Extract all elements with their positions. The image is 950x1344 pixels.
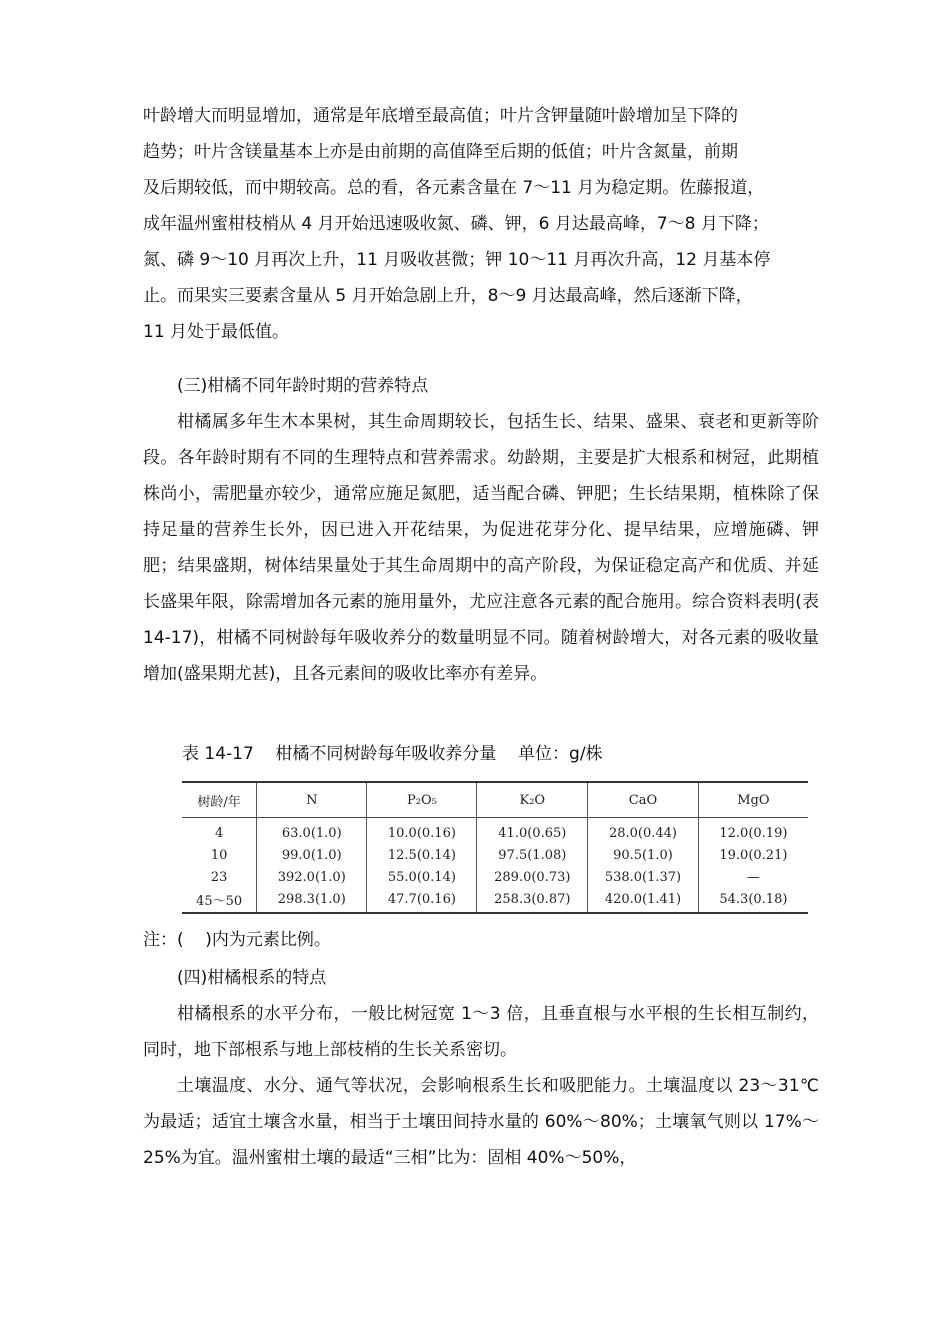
table-cell: 99.0(1.0) (257, 844, 367, 866)
table-cell: 289.0(0.73) (477, 866, 588, 888)
text-line: 叶龄增大而明显增加，通常是年底增至最高值；叶片含钾量随叶龄增加呈下降的 (143, 106, 738, 126)
paragraph-leaf-nutrient-dynamics (143, 98, 819, 350)
table-row (182, 818, 808, 845)
header-mgo: MgO (698, 782, 808, 818)
table-cell: 54.3(0.18) (698, 888, 808, 913)
table-caption: 表 14-17 柑橘不同树龄每年吸收养分量 单位：g/株 (182, 744, 603, 764)
table-row (182, 866, 808, 888)
header-tree-age: 树龄/年 (182, 782, 257, 818)
table-cell: 23 (210, 869, 228, 885)
table-cell: 4 (214, 825, 224, 841)
table-cell: 45～50 (182, 888, 257, 913)
table-cell: 19.0(0.21) (698, 844, 808, 866)
text-line: 11 月处于最低值。 (143, 322, 290, 342)
table-header-row (182, 782, 808, 818)
table-cell: 28.0(0.44) (588, 818, 699, 845)
table-row (182, 888, 808, 913)
table-note: 注：( )内为元素比例。 (143, 930, 331, 950)
header-k2o: K₂O (477, 782, 588, 818)
text-line: 成年温州蜜柑枝梢从 4 月开始迅速吸收氮、磷、钾，6 月达最高峰，7～8 月下降； (143, 214, 769, 234)
paragraph-text: 柑橘属多年生木本果树，其生命周期较长，包括生长、结果、盛果、衰老和更新等阶段。各年龄时期有不同的生理特点和营养需求。幼龄期，主要是扩大根系和树冠，此期植株尚小，需肥量亦较少，通常应施足氮肥，适当配合磷、钾肥；生长结果期，植株除了保持足量的营养生长外，因已进入开花结果，为促进花芽分化、提早结果，应增施磷、钾肥；结果盛期，树体结果量处于其生命周期中的高产阶段，为保证稳定高产和优质、并延长盛果年限，除需增加各元素的施用量外，尤应注意各元素的配合施用。综合资料表明(表 14-17)，柑橘不同树龄每年吸收养分的数量明显不同。随着树龄增大，对各元素的吸收量增加(盛果期尤甚)，且各元素间的吸收比率亦有差异。 (143, 412, 819, 684)
table-cell: 538.0(1.37) (588, 866, 699, 888)
table-cell: 12.0(0.19) (698, 818, 808, 845)
table-cell: — (698, 866, 808, 888)
text-line: 氮、磷 9～10 月再次上升，11 月吸收甚微；钾 10～11 月再次升高，12 月基本停 (143, 250, 771, 270)
paragraph-soil-conditions (143, 1068, 819, 1176)
table-cell: 41.0(0.65) (477, 818, 588, 845)
header-n: N (257, 782, 367, 818)
table-cell: 63.0(1.0) (257, 818, 367, 845)
section-heading-4 (143, 960, 819, 996)
header-p2o5: P₂O₅ (367, 782, 477, 818)
heading-age-nutrition: (三)柑橘不同年龄时期的营养特点 (177, 376, 429, 396)
text-line: 止。而果实三要素含量从 5 月开始急剧上升，8～9 月达最高峰，然后逐渐下降， (143, 286, 753, 306)
paragraph-age-nutrition (143, 404, 819, 692)
table-cell: 90.5(1.0) (588, 844, 699, 866)
table-cell: 258.3(0.87) (477, 888, 588, 913)
table-cell: 47.7(0.16) (367, 888, 477, 913)
table-row (182, 844, 808, 866)
header-cao: CaO (588, 782, 699, 818)
table-cell: 12.5(0.14) (367, 844, 477, 866)
table-cell: 55.0(0.14) (367, 866, 477, 888)
table-cell: 10 (210, 847, 228, 863)
table-cell: 298.3(1.0) (257, 888, 367, 913)
nutrient-uptake-table (182, 781, 808, 914)
paragraph-text: 柑橘根系的水平分布，一般比树冠宽 1～3 倍，且垂直根与水平根的生长相互制约，同时，地下部根系与地上部枝梢的生长关系密切。 (143, 1004, 819, 1060)
heading-root-system: (四)柑橘根系的特点 (177, 968, 327, 988)
paragraph-root-distribution (143, 996, 819, 1068)
text-line: 及后期较低，而中期较高。总的看，各元素含量在 7～11 月为稳定期。佐藤报道， (143, 178, 765, 198)
table-cell: 392.0(1.0) (257, 866, 367, 888)
table-cell: 420.0(1.41) (588, 888, 699, 913)
paragraph-text: 土壤温度、水分、通气等状况，会影响根系生长和吸肥能力。土壤温度以 23～31℃为最适；适宜土壤含水量，相当于土壤田间持水量的 60%～80%；土壤氧气则以 17%～25%为宜。温州蜜柑土壤的最适“三相”比为：固相 40%～50%， (143, 1076, 819, 1168)
text-line: 趋势；叶片含镁量基本上亦是由前期的高值降至后期的低值；叶片含氮量，前期 (143, 142, 738, 162)
section-heading-3 (143, 368, 819, 404)
table-cell: 10.0(0.16) (367, 818, 477, 845)
table-cell: 97.5(1.08) (477, 844, 588, 866)
